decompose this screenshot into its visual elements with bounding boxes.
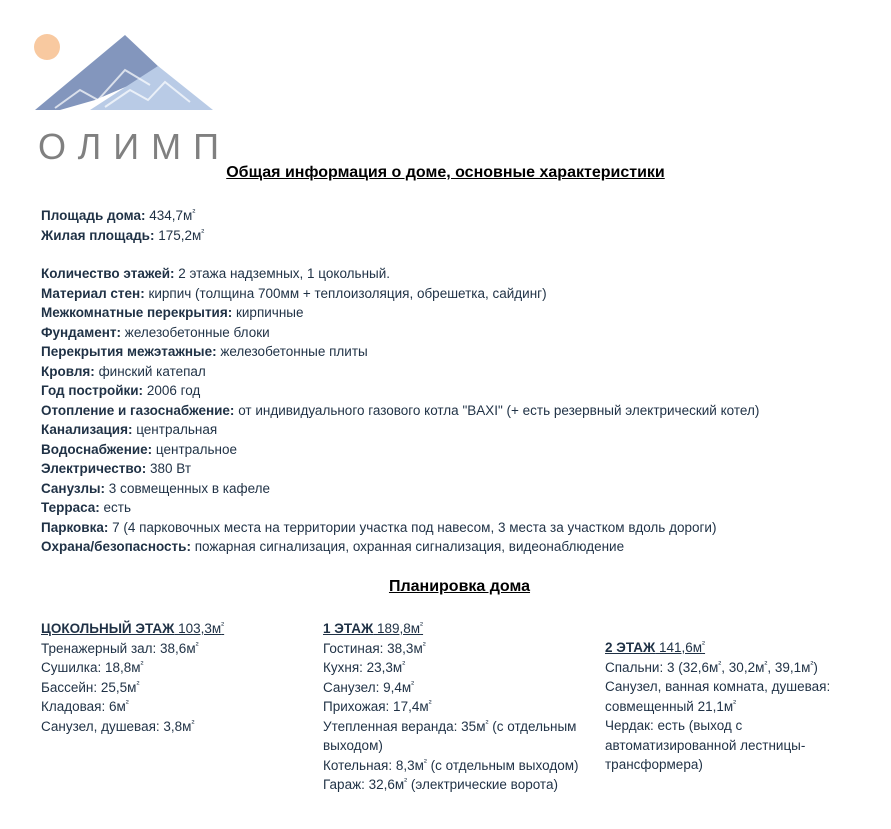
property-value: 7 (4 парковочных места на территории участка под навесом, 3 места за участком вдоль дороги): [108, 519, 717, 535]
floor-name: 1 ЭТАЖ: [323, 621, 374, 636]
property-label: Жилая площадь:: [41, 227, 155, 243]
logo-text: ОЛИМП: [38, 126, 231, 167]
room-item: Гараж: $32,6м^{^2}$ (электрические ворота): [323, 776, 558, 792]
property-row: [41, 479, 881, 499]
property-row: [41, 440, 881, 460]
floor-column-1: [323, 619, 585, 795]
floor-area: $141,6м^{^2}$: [655, 639, 706, 655]
property-label: Парковка:: [41, 519, 109, 535]
sun-icon: [34, 34, 60, 60]
property-row: [41, 420, 881, 440]
property-value: кирпичные: [232, 305, 304, 320]
property-value: $434,7м^{^2}$: [145, 207, 196, 223]
property-label: Площадь дома:: [41, 208, 146, 223]
property-row: [41, 303, 881, 323]
room-item: Гостиная: $38,3м^{^2}$: [323, 639, 426, 656]
property-row: [41, 284, 881, 304]
page-title: Общая информация о доме, основные характеристики: [226, 164, 665, 181]
room-item: Кладовая: $6м^{^2}$: [41, 698, 129, 714]
floor-heading: [605, 638, 867, 658]
property-row: [41, 206, 881, 226]
property-label: Санузлы:: [41, 480, 106, 496]
property-value: железобетонные блоки: [121, 324, 270, 340]
property-label: Кровля:: [41, 363, 95, 379]
room-item: Санузел, душевая: $3,8м^{^2}$: [41, 717, 195, 734]
room-item: Котельная: $8,3м^{^2}$ (с отдельным выходом): [323, 756, 579, 773]
room-item: Тренажерный зал: $38,6м^{^2}$: [41, 639, 199, 656]
property-row: [41, 537, 881, 557]
property-row: [41, 226, 881, 246]
floor-heading: [41, 619, 301, 639]
property-row: [41, 264, 881, 284]
properties-list: [41, 206, 881, 557]
property-label: Фундамент:: [41, 324, 122, 340]
property-row: [41, 498, 881, 518]
room-item: Кухня: $23,3м^{^2}$: [323, 659, 406, 675]
mountain-logo-icon: [30, 30, 220, 125]
property-label: Канализация:: [41, 422, 133, 437]
property-value: финский катепал: [94, 363, 206, 379]
property-value: пожарная сигнализация, охранная сигнализация, видеонаблюдение: [190, 539, 625, 554]
property-value: есть: [99, 500, 131, 515]
room-item: Санузел: $9,4м^{^2}$: [323, 678, 415, 695]
room-item: Прихожая: $17,4м^{^2}$: [323, 698, 432, 714]
floor-name: ЦОКОЛЬНЫЙ ЭТАЖ: [41, 621, 175, 636]
property-label: Электричество:: [41, 461, 147, 476]
property-value: 2006 год: [143, 383, 201, 398]
property-label: Межкомнатные перекрытия:: [41, 305, 233, 320]
property-value: от индивидуального газового котла "BAXI" (+ есть резервный электрический котел): [234, 402, 760, 418]
property-row: [41, 459, 881, 479]
property-value: 2 этажа надземных, 1 цокольный.: [174, 266, 391, 281]
property-value: центральная: [132, 422, 218, 437]
property-label: Год постройки:: [41, 383, 144, 398]
floor-column-2: [605, 638, 867, 775]
layout-title: Планировка дома: [388, 578, 531, 595]
property-row: [41, 342, 881, 362]
floor-area: $189,8м^{^2}$: [373, 620, 424, 636]
property-label: Охрана/безопасность:: [41, 539, 191, 554]
floor-heading: [323, 619, 585, 639]
property-value: железобетонные плиты: [216, 344, 368, 359]
floor-column-basement: [41, 619, 301, 736]
property-label: Перекрытия межэтажные:: [41, 344, 217, 359]
olimp-logo: [30, 30, 231, 167]
room-item: Бассейн: $25,5м^{^2}$: [41, 678, 140, 695]
property-row: [41, 518, 881, 538]
property-row: [41, 381, 881, 401]
property-value: центральное: [152, 441, 238, 457]
property-label: Количество этажей:: [41, 266, 175, 281]
room-item: Утепленная веранда: $35м^{^2}$ (с отдельным выходом): [323, 717, 577, 753]
property-value: кирпич (толщина 700мм + теплоизоляция, обрешетка, сайдинг): [144, 285, 547, 301]
property-label: Терраса:: [41, 500, 100, 515]
property-value: 380 Вт: [146, 461, 192, 476]
room-item: Чердак: есть (выход с автоматизированной лестницы-трансформера): [605, 718, 806, 772]
property-row: [41, 323, 881, 343]
property-label: Водоснабжение:: [41, 441, 153, 457]
property-label: Отопление и газоснабжение:: [41, 402, 235, 418]
property-row: [41, 362, 881, 382]
room-item: Спальни: 3 ($32,6м^{^2}$, $30,2м^{^2}$, $39,1м^{^2}$): [605, 658, 818, 675]
property-value: 3 совмещенных в кафеле: [105, 480, 271, 496]
floor-name: 2 ЭТАЖ: [605, 640, 656, 655]
property-label: Материал стен:: [41, 285, 145, 301]
room-item: Сушилка: $18,8м^{^2}$: [41, 659, 144, 675]
floor-area: $103,3м^{^2}$: [174, 620, 225, 636]
property-row: [41, 401, 881, 421]
property-value: $175,2м^{^2}$: [154, 226, 205, 243]
room-item: Санузел, ванная комната, душевая: совмещенный $21,1м^{^2}$: [605, 679, 831, 714]
